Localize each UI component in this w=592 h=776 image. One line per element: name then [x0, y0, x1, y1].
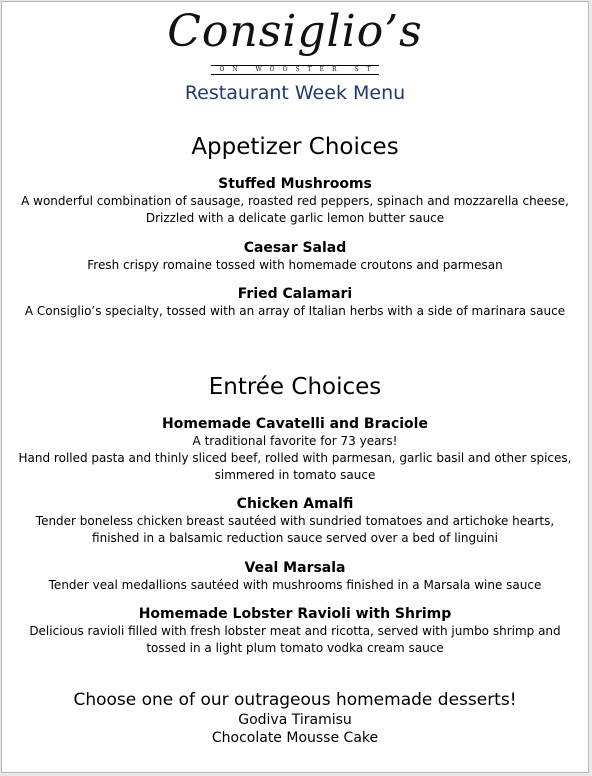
- dish-lobster-ravioli: [2, 605, 588, 657]
- dessert-item: Godiva Tiramisu: [238, 712, 352, 728]
- entree-section-title: [2, 373, 588, 401]
- dish-name: Homemade Lobster Ravioli with Shrimp: [138, 606, 452, 622]
- dish-name: Veal Marsala: [244, 560, 346, 576]
- restaurant-logo: [2, 8, 588, 75]
- dish-description-line: Tender veal medallions sautéed with mushrooms finished in a Marsala wine sauce: [48, 578, 542, 592]
- dish-caesar-salad: [2, 239, 588, 274]
- section-title: Appetizer Choices: [191, 134, 399, 160]
- dish-veal-marsala: [2, 559, 588, 594]
- dish-name: Fried Calamari: [237, 286, 353, 302]
- dish-description-line: A Consiglio’s specialty, tossed with an array of Italian herbs with a side of marinara sauce: [24, 304, 566, 318]
- logo-name: Consiglio’s: [167, 6, 423, 57]
- dish-description-line: A wonderful combination of sausage, roasted red peppers, spinach and mozzarella cheese,: [21, 194, 569, 208]
- dessert-section: [2, 689, 588, 747]
- dish-description-line: simmered in tomato sauce: [214, 468, 376, 482]
- dish-description-line: tossed in a light plum tomato vodka cream sauce: [146, 641, 444, 655]
- menu-title: Restaurant Week Menu: [184, 82, 406, 104]
- dish-cavatelli-braciole: [2, 415, 588, 484]
- dish-chicken-amalfi: [2, 495, 588, 547]
- section-title: Entrée Choices: [208, 374, 382, 400]
- dish-name: Homemade Cavatelli and Braciole: [162, 416, 428, 432]
- logo-subline: ON WOOSTER ST: [211, 65, 378, 75]
- dish-description-line: Delicious ravioli filled with fresh lobster meat and ricotta, served with jumbo shrimp and: [29, 624, 561, 638]
- appetizer-section-title: [2, 133, 588, 161]
- dish-name: Stuffed Mushrooms: [218, 176, 372, 192]
- dish-description-line: Drizzled with a delicate garlic lemon butter sauce: [145, 211, 445, 225]
- dish-description-line: A traditional favorite for 73 years!: [192, 434, 398, 448]
- dish-description-line: Tender boneless chicken breast sautéed with sundried tomatoes and artichoke hearts,: [35, 514, 555, 528]
- dessert-title: Choose one of our outrageous homemade desserts!: [73, 690, 517, 710]
- dessert-item: Chocolate Mousse Cake: [211, 730, 379, 746]
- dish-name: Caesar Salad: [243, 240, 347, 256]
- dish-description-line: finished in a balsamic reduction sauce served over a bed of linguini: [92, 531, 498, 545]
- dish-description-line: Hand rolled pasta and thinly sliced beef, rolled with parmesan, garlic basil and other spices,: [18, 451, 572, 465]
- menu-page: [1, 1, 589, 773]
- dish-name: Chicken Amalfi: [236, 496, 354, 512]
- dish-fried-calamari: [2, 285, 588, 320]
- dish-description-line: Fresh crispy romaine tossed with homemade croutons and parmesan: [87, 258, 503, 272]
- dish-stuffed-mushrooms: [2, 175, 588, 227]
